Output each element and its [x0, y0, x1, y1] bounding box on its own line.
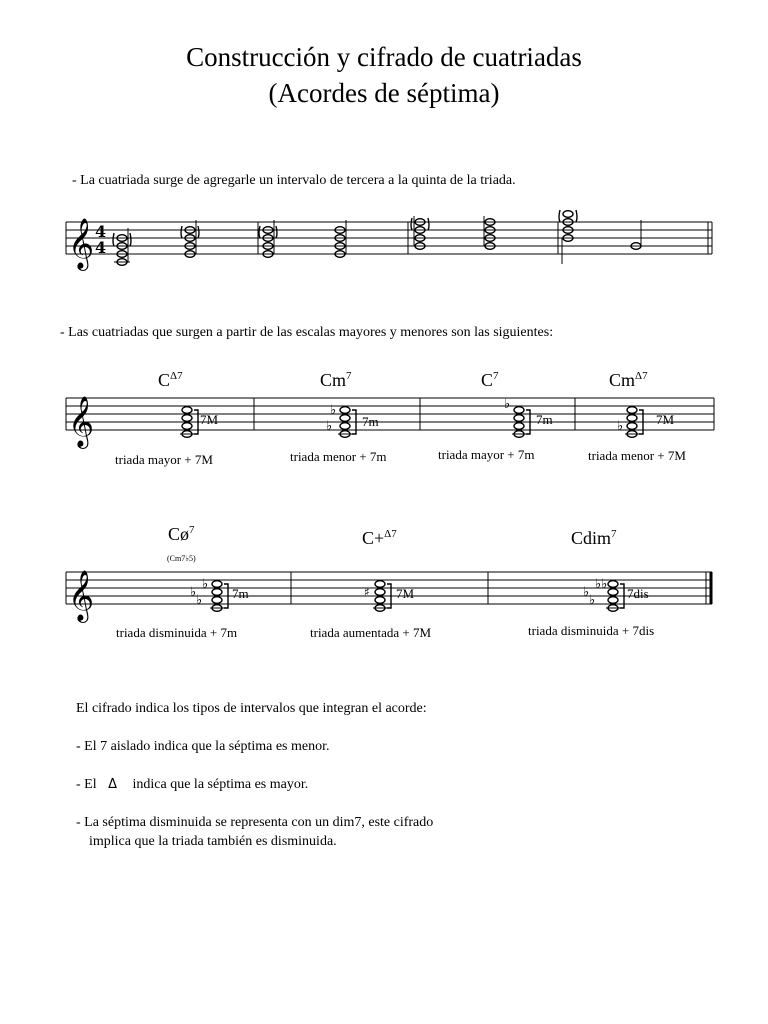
page-subtitle: (Acordes de séptima) [268, 78, 500, 108]
chord-name-half-dim7 [168, 524, 195, 545]
chord-description: triada disminuida + 7dis [528, 623, 655, 638]
chord-root: Cm [320, 370, 347, 390]
svg-text:♭: ♭ [196, 593, 203, 608]
chord-group [113, 228, 131, 265]
svg-text:♭: ♭ [326, 419, 333, 434]
scales-text: - Las cuatriadas que surgen a partir de las escalas mayores y menores son las siguientes: [60, 325, 554, 340]
svg-text:♯: ♯ [364, 585, 370, 599]
interval-label: 7M [200, 412, 219, 427]
chord-group [181, 220, 199, 257]
svg-text:♭: ♭ [202, 577, 209, 592]
chord-group [631, 220, 641, 249]
chord-name-dim7 [571, 528, 617, 549]
chord-description: triada mayor + 7m [438, 447, 535, 462]
explanation-intro: El cifrado indica los tipos de intervalos que integran el acorde: [76, 701, 427, 716]
chord-quality: 7 [611, 528, 617, 540]
chord-alt-name: (Cm7♭5) [167, 554, 196, 563]
interval-label: 7dis [627, 586, 649, 601]
svg-text:♭: ♭ [589, 593, 596, 608]
chord-quality: Δ7 [384, 528, 397, 540]
chord-root: Cm [609, 370, 636, 390]
time-sig-bottom: 4 [95, 238, 107, 257]
chord-description: triada mayor + 7M [115, 452, 213, 467]
time-sig-top: 4 [95, 222, 107, 241]
chord-group [259, 220, 277, 257]
page-title: Construcción y cifrado de cuatriadas [186, 42, 582, 72]
interval-label: 7M [656, 412, 675, 427]
chord-quality: Δ7 [170, 370, 183, 382]
svg-text:♭: ♭ [504, 397, 511, 412]
treble-clef-icon: 𝄞 [68, 396, 95, 447]
chord-root: C [481, 370, 494, 390]
svg-text:♭♭: ♭♭ [595, 577, 608, 592]
chord-group [335, 220, 346, 257]
chord-group [326, 403, 356, 437]
chord-quality: 7 [189, 524, 195, 536]
chord-description: triada disminuida + 7m [116, 625, 238, 640]
chord-quality: 7 [346, 370, 352, 382]
staff-intro [0, 200, 768, 290]
chord-description: triada aumentada + 7M [310, 625, 432, 640]
explanation-suffix: indica que la séptima es mayor. [132, 777, 309, 792]
chord-group [559, 210, 577, 264]
svg-text:♭: ♭ [330, 403, 337, 418]
chord-description: triada menor + 7m [290, 449, 387, 464]
chord-root: C+ [362, 528, 385, 548]
chord-description: triada menor + 7M [588, 448, 686, 463]
chord-group [190, 577, 228, 611]
chord-quality: Δ7 [635, 370, 648, 382]
svg-text:♭: ♭ [583, 585, 590, 600]
explanation-item-minor7: - El 7 aislado indica que la séptima es menor. [76, 739, 330, 754]
interval-label: 7m [232, 586, 249, 601]
intro-text: - La cuatriada surge de agregarle un intervalo de tercera a la quinta de la triada. [72, 173, 516, 188]
treble-clef-icon: 𝄞 [68, 570, 95, 621]
chord-quality: 7 [493, 370, 499, 382]
chord-name-cmaj7 [158, 370, 183, 391]
interval-label: 7m [536, 412, 553, 427]
explanation-prefix: - El [76, 777, 97, 792]
chord-root: C [158, 370, 171, 390]
treble-clef-icon: 𝄞 [68, 218, 95, 269]
chord-name-aug-maj7 [362, 528, 397, 549]
chord-root: Cø [168, 524, 190, 544]
chord-group [484, 216, 495, 249]
chord-name-cm7 [320, 370, 352, 391]
staff-row2 [0, 564, 768, 624]
interval-label: 7m [362, 414, 379, 429]
staff-lines [66, 222, 712, 254]
chord-group [583, 577, 624, 611]
chord-group [411, 216, 429, 249]
triangle-symbol-icon: Δ [108, 777, 118, 792]
chord-name-cmmaj7 [609, 370, 648, 391]
explanation-item-dim7-line2: implica que la triada también es disminuida. [89, 834, 337, 849]
chord-root: Cdim [571, 528, 612, 548]
interval-label: 7M [396, 586, 415, 601]
chord-group [504, 397, 530, 437]
svg-text:♭: ♭ [617, 419, 624, 434]
explanation-item-major7 [76, 776, 308, 794]
svg-text:♭: ♭ [190, 585, 197, 600]
explanation-item-dim7-line1: - La séptima disminuida se representa con un dim7, este cifrado [76, 815, 434, 830]
chord-name-c7 [481, 370, 499, 391]
staff-row1 [0, 390, 768, 450]
